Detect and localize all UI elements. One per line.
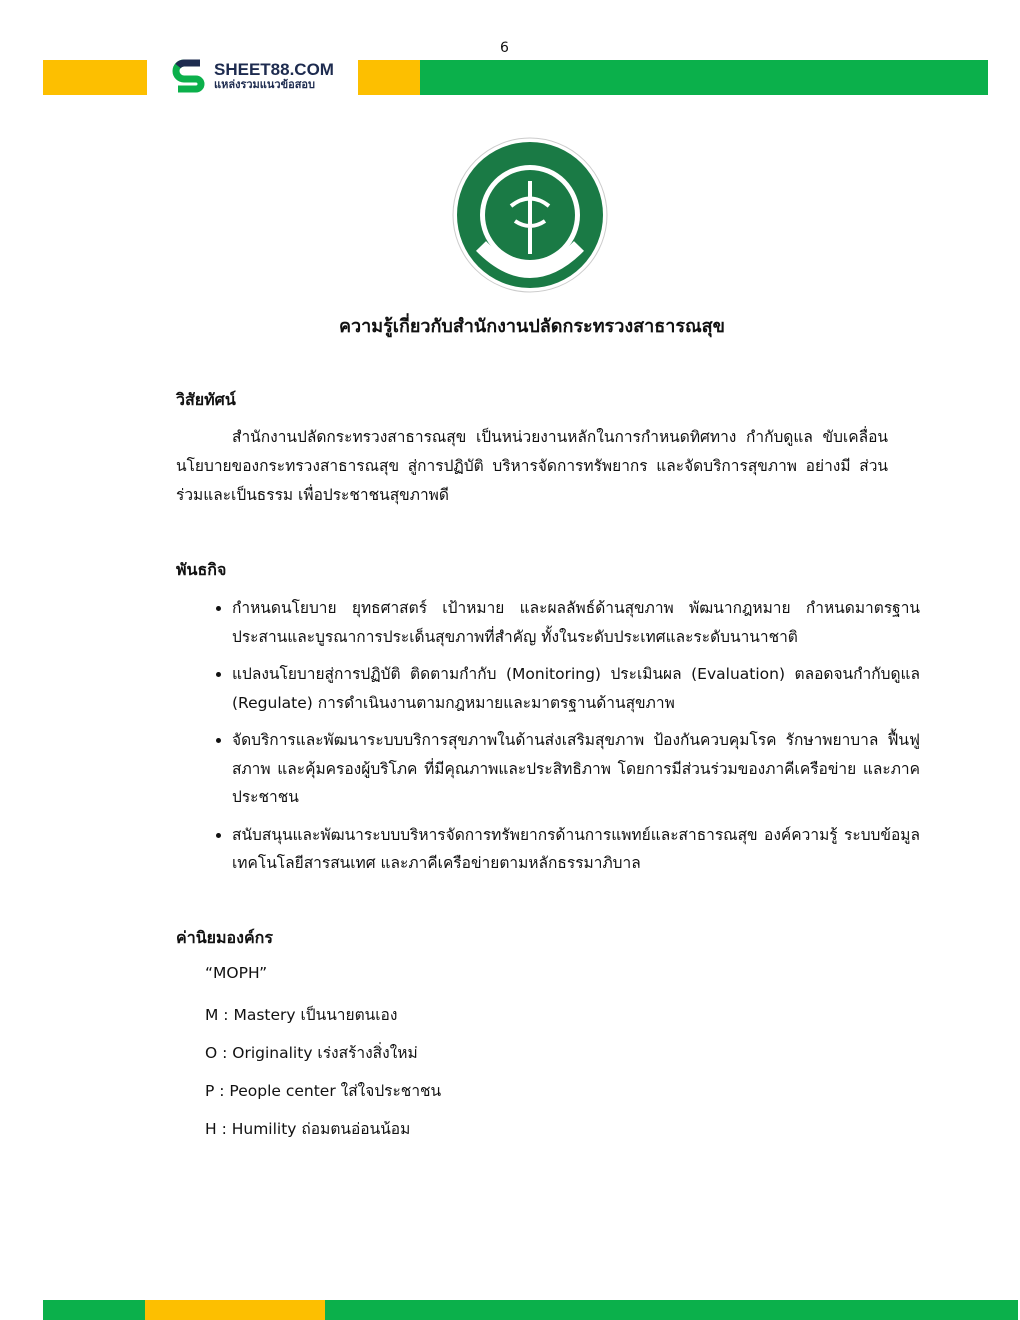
mission-list [200, 594, 920, 887]
header-bar-yellow [43, 60, 147, 95]
vision-text: สำนักงานปลัดกระทรวงสาธารณสุข เป็นหน่วยงานหลักในการกำหนดทิศทาง กำกับดูแล ขับเคลื่อนนโยบายของกระทรวงสาธารณสุข สู่การปฏิบัติ บริหารจัดการทรัพยากร และจัดบริการสุขภาพ อย่างมี ส่วนร่วมและเป็นธรรม เพื่อประชาชนสุขภาพดี [176, 428, 888, 504]
header-bar-yellow [358, 60, 420, 95]
values-item: P : People center ใส่ใจประชาชน [205, 1082, 442, 1100]
ministry-seal-icon [451, 136, 609, 294]
mission-item: • กำหนดนโยบาย ยุทธศาสตร์ เป้าหมาย และผลลัพธ์ด้านสุขภาพ พัฒนากฎหมาย กำหนดมาตรฐาน ประสานและบูรณาการประเด็นสุขภาพที่สำคัญ ทั้งในระดับประเทศและระดับนานาชาติ [232, 594, 920, 651]
mission-item: • จัดบริการและพัฒนาระบบบริการสุขภาพในด้านส่งเสริมสุขภาพ ป้องกันควบคุมโรค รักษาพยาบาล ฟื้นฟูสภาพ และคุ้มครองผู้บริโภค ที่มีคุณภาพและประสิทธิภาพ โดยการมีส่วนร่วมของภาคีเครือข่าย และภาคประชาชน [232, 726, 920, 812]
mission-heading: พันธกิจ [176, 560, 227, 579]
header-bar-green [420, 60, 988, 95]
values-item: “MOPH” [205, 964, 268, 982]
values-item: O : Originality เร่งสร้างสิ่งใหม่ [205, 1044, 418, 1062]
page-number: 6 [500, 40, 509, 56]
mission-item: • แปลงนโยบายสู่การปฏิบัติ ติดตามกำกับ (Monitoring) ประเมินผล (Evaluation) ตลอดจนกำกับดูแล (Regulate) การดำเนินงานตามกฎหมายและมาตรฐานด้านสุขภาพ [232, 660, 920, 717]
logo-name: SHEET88.COM [214, 60, 334, 79]
values-item: H : Humility ถ่อมตนอ่อนน้อม [205, 1120, 411, 1138]
mission-item: • สนับสนุนและพัฒนาระบบบริหารจัดการทรัพยากรด้านการแพทย์และสาธารณสุข องค์ความรู้ ระบบข้อมูล เทคโนโลยีสารสนเทศ และภาคีเครือข่ายตามหลักธรรมาภิบาล [232, 821, 920, 878]
values-item: M : Mastery เป็นนายตนเอง [205, 1006, 398, 1024]
logo-tagline: แหล่งรวมแนวข้อสอบ [214, 78, 316, 91]
logo [170, 57, 334, 95]
logo-s-icon [170, 57, 210, 95]
vision-heading: วิสัยทัศน์ [176, 390, 236, 409]
page-title: ความรู้เกี่ยวกับสำนักงานปลัดกระทรวงสาธารณสุข [339, 316, 725, 337]
values-heading: ค่านิยมองค์กร [176, 928, 273, 947]
footer-bar-green [43, 1300, 145, 1320]
footer-bar-green [325, 1300, 1018, 1320]
footer-bar-yellow [145, 1300, 325, 1320]
